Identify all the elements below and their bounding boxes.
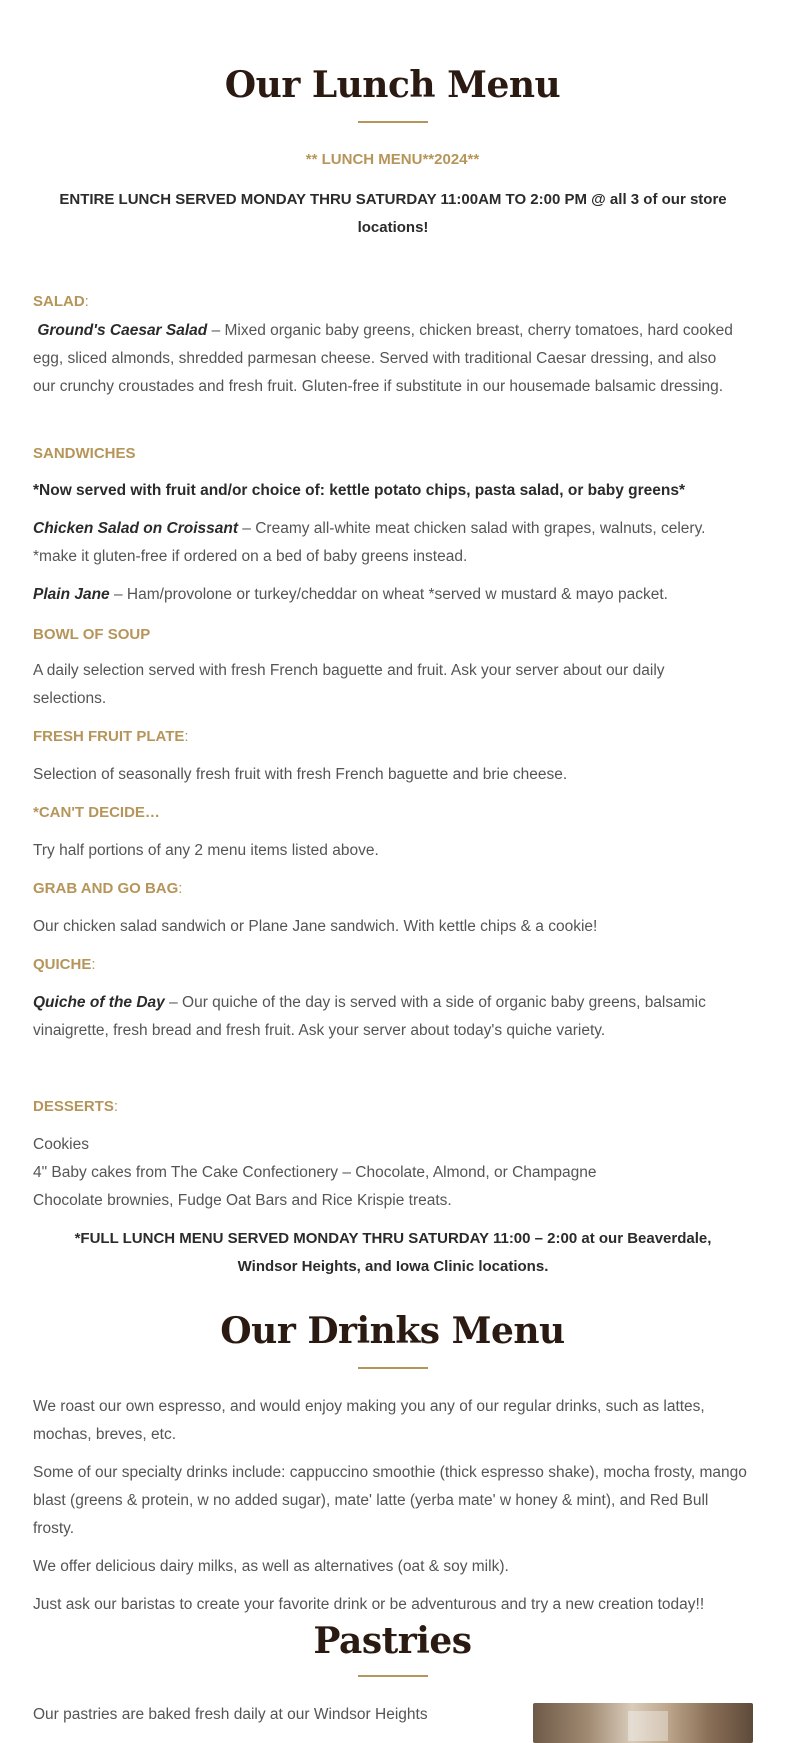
sandwiches-heading: SANDWICHES (33, 445, 136, 462)
photo-highlight (628, 1711, 668, 1741)
footer-lunch-notice: *FULL LUNCH MENU SERVED MONDAY THRU SATURDAY 11:00 – 2:00 at our Beaverdale, Windsor Heights, and Iowa Clinic locations. (74, 1230, 712, 1275)
drinks-paragraph-2: Some of our specialty drinks include: cappuccino smoothie (thick espresso shake), mocha frosty, mango blast (greens & protein, w no added sugar), mate' latte (yerba mate' w honey & mint), and Red Bull frosty. (33, 1464, 747, 1537)
cant-decide-heading: *CAN'T DECIDE… (33, 804, 160, 821)
fruit-heading: FRESH FRUIT PLATE: (33, 728, 189, 745)
sandwiches-note: *Now served with fruit and/or choice of: kettle potato chips, pasta salad, or baby greens* (33, 482, 685, 499)
pastries-title-rule (358, 1675, 428, 1677)
pastries-title: Pastries (313, 1620, 472, 1662)
lunch-title-rule (358, 121, 428, 123)
drinks-title: Our Drinks Menu (220, 1310, 565, 1352)
quiche-name: Quiche of the Day (33, 994, 165, 1011)
lunch-hours-notice: ENTIRE LUNCH SERVED MONDAY THRU SATURDAY 11:00AM TO 2:00 PM @ all 3 of our store locations! (59, 191, 727, 236)
pastries-title-block (0, 1620, 785, 1662)
lunch-title-block (0, 64, 785, 106)
soup-desc: A daily selection served with fresh French baguette and fruit. Ask your server about our daily selections. (33, 662, 665, 707)
chicken-salad-item (33, 515, 733, 571)
drinks-paragraph-1: We roast our own espresso, and would enjoy making you any of our regular drinks, such as lattes, mochas, breves, etc. (33, 1398, 705, 1443)
plain-jane-name: Plain Jane (33, 586, 110, 603)
salad-heading: SALAD: (33, 293, 89, 310)
salad-item (33, 317, 738, 401)
plain-jane-desc: – Ham/provolone or turkey/cheddar on wheat *served w mustard & mayo packet. (109, 586, 668, 603)
dessert-line-cookies: Cookies (33, 1136, 89, 1153)
grab-go-heading: GRAB AND GO BAG: (33, 880, 183, 897)
pastry-case-photo (533, 1703, 753, 1743)
chicken-salad-desc: – Creamy all-white meat chicken salad with grapes, walnuts, celery. *make it gluten-free if ordered on a bed of baby greens instead. (33, 520, 706, 565)
drinks-paragraph-3: We offer delicious dairy milks, as well as alternatives (oat & soy milk). (33, 1558, 509, 1575)
dessert-line-brownies: Chocolate brownies, Fudge Oat Bars and Rice Krispie treats. (33, 1192, 452, 1209)
plain-jane-item (33, 581, 753, 609)
cant-decide-desc: Try half portions of any 2 menu items listed above. (33, 842, 379, 859)
quiche-desc: – Our quiche of the day is served with a side of organic baby greens, balsamic vinaigrette, fresh bread and fresh fruit. Ask your server about today's quiche variety. (33, 994, 706, 1039)
desserts-heading: DESSERTS: (33, 1098, 119, 1115)
soup-heading: BOWL OF SOUP (33, 626, 151, 643)
dessert-line-babycakes: 4" Baby cakes from The Cake Confectionery – Chocolate, Almond, or Champagne (33, 1164, 597, 1181)
grab-go-desc: Our chicken salad sandwich or Plane Jane sandwich. With kettle chips & a cookie! (33, 918, 598, 935)
quiche-heading: QUICHE: (33, 956, 96, 973)
chicken-salad-name: Chicken Salad on Croissant (33, 520, 238, 537)
fruit-desc: Selection of seasonally fresh fruit with fresh French baguette and brie cheese. (33, 766, 568, 783)
lunch-subtitle: ** LUNCH MENU**2024** (305, 151, 480, 168)
drinks-title-block (0, 1310, 785, 1352)
quiche-item (33, 989, 753, 1045)
lunch-title: Our Lunch Menu (224, 64, 561, 106)
caesar-salad-name: Ground's Caesar Salad (37, 322, 208, 339)
caesar-salad-desc: – Mixed organic baby greens, chicken breast, cherry tomatoes, hard cooked egg, sliced almonds, shredded parmesan cheese. Served with traditional Caesar dressing, and also our crunchy croustades and fresh fruit. Gluten-free if substitute in our housemade balsamic dressing. (33, 322, 733, 395)
drinks-title-rule (358, 1367, 428, 1369)
drinks-paragraph-4: Just ask our baristas to create your favorite drink or be adventurous and try a new creation today!! (33, 1596, 705, 1613)
pastries-paragraph-1: Our pastries are baked fresh daily at our Windsor Heights (33, 1706, 428, 1723)
